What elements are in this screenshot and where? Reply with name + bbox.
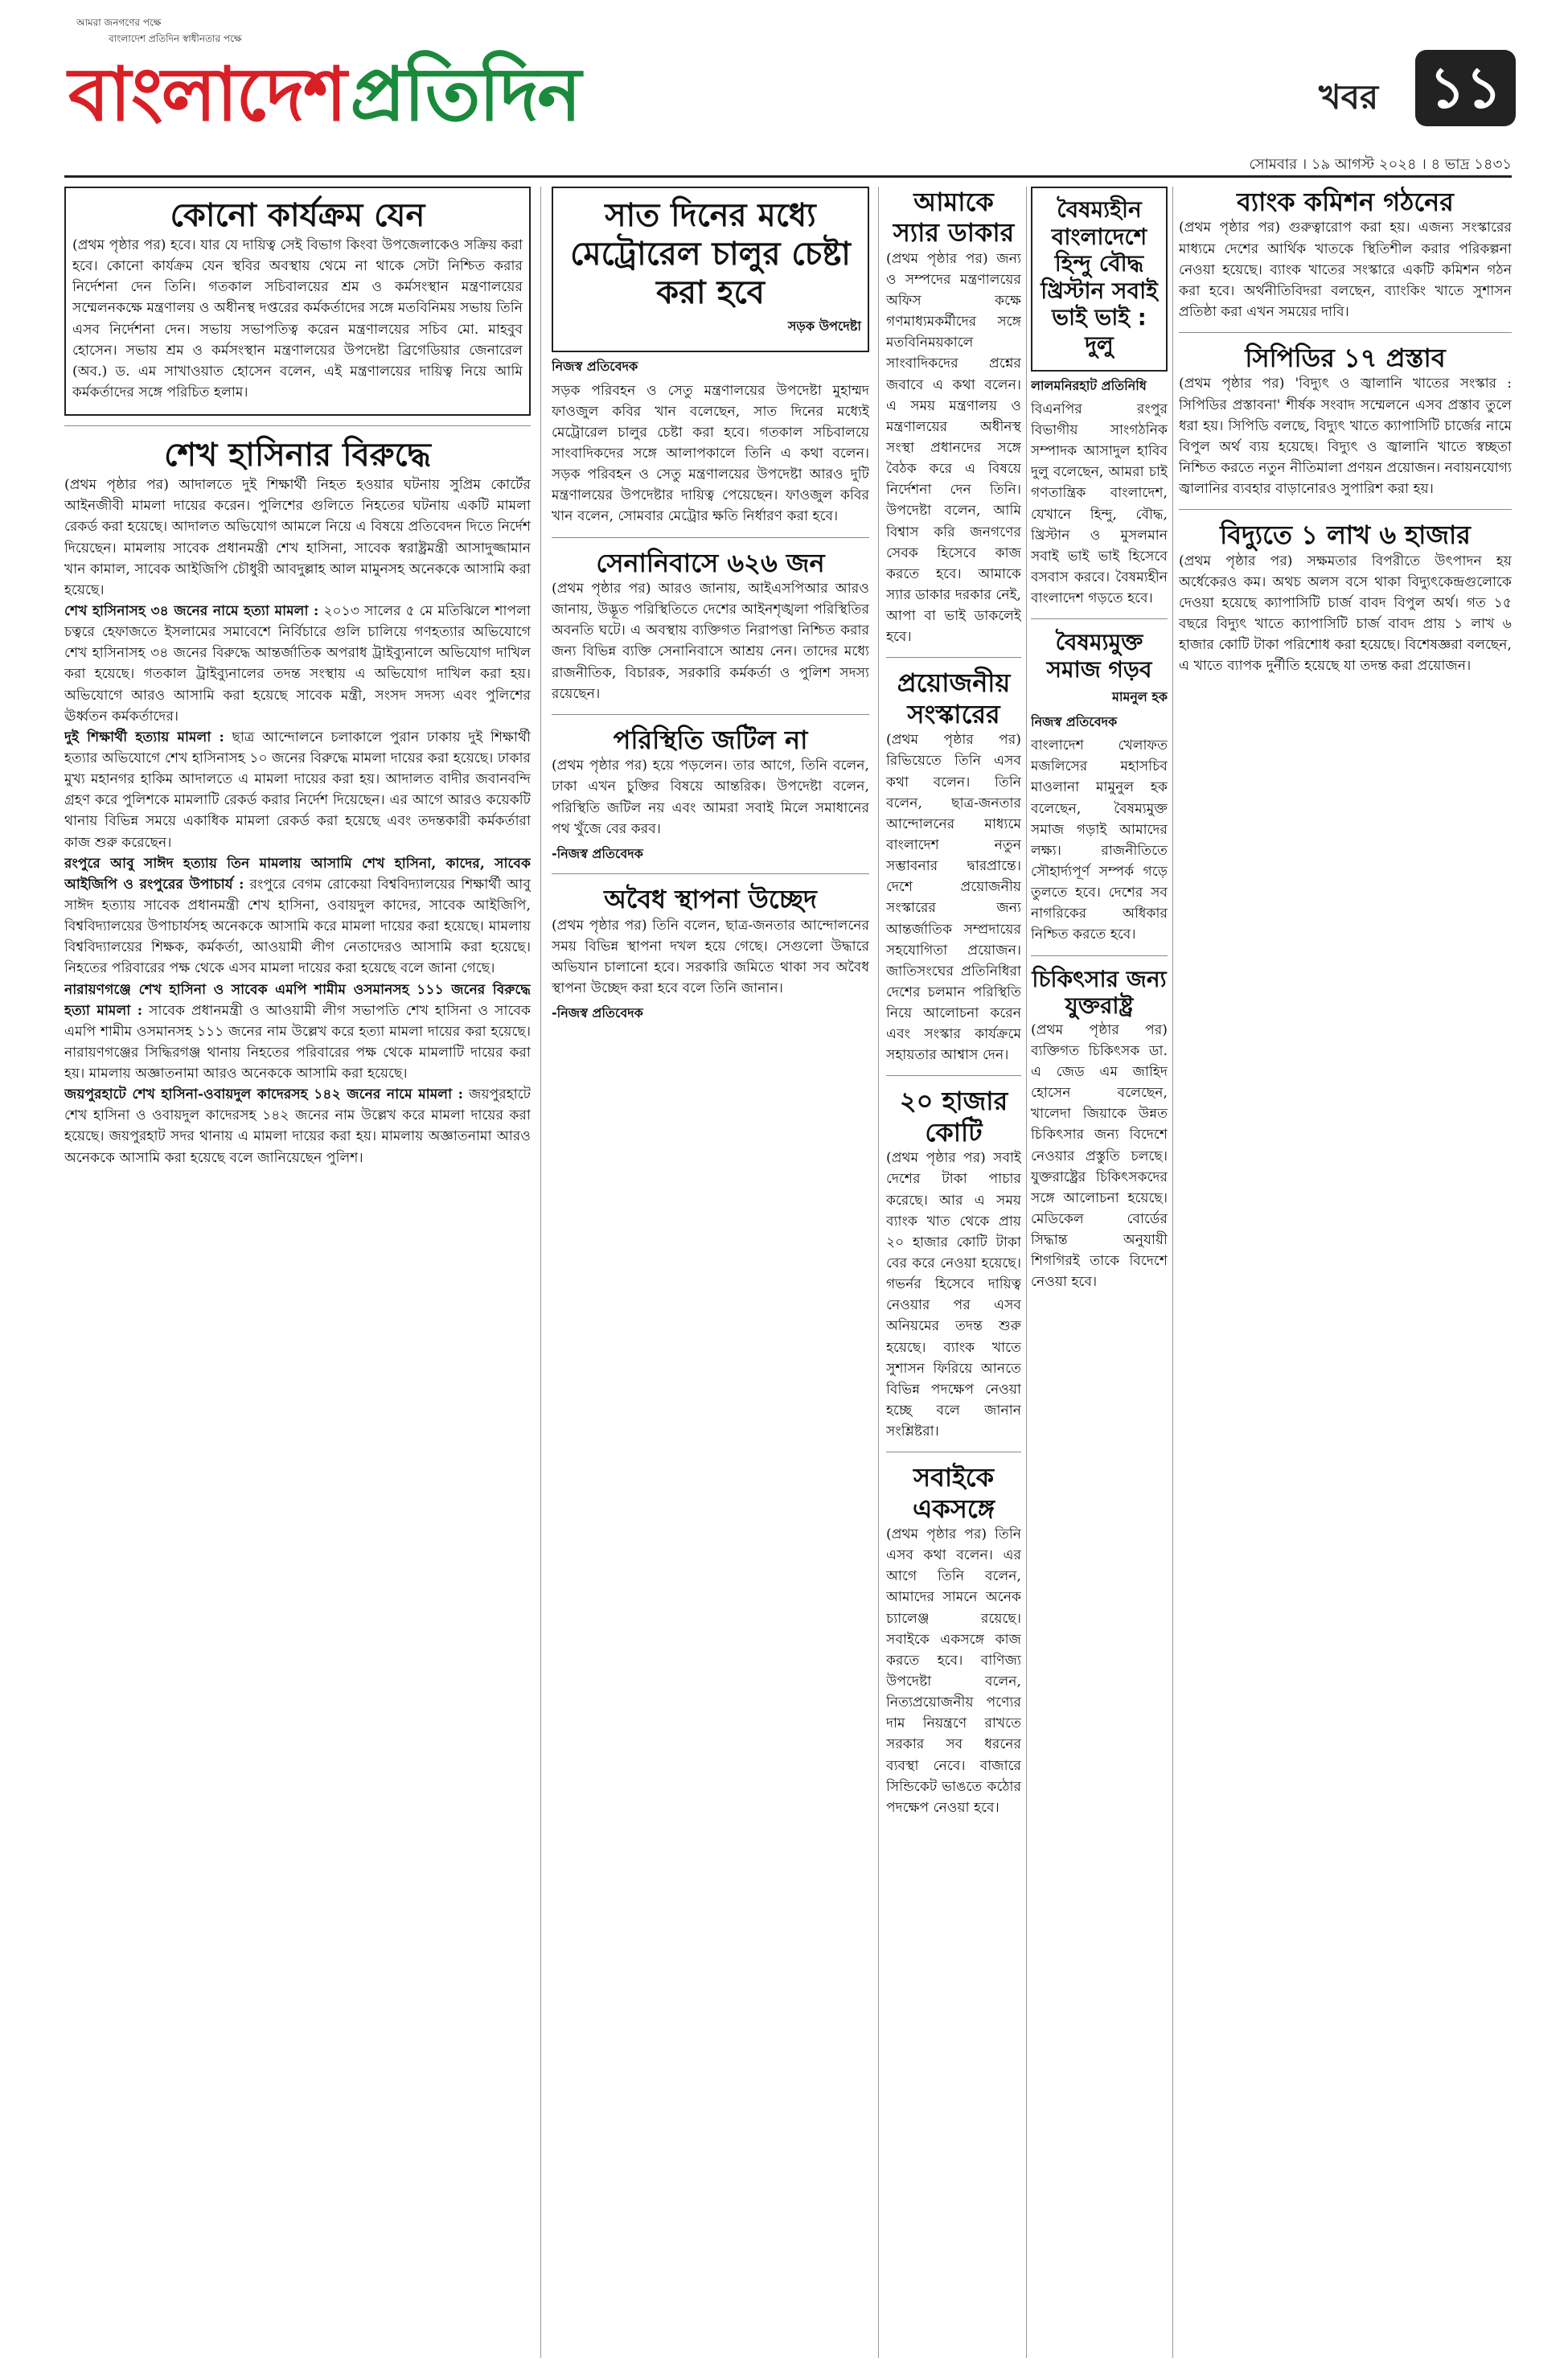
article-body: (প্রথম পৃষ্ঠার পর) ব্যক্তিগত চিকিৎসক ডা. এ জেড এম জাহিদ হোসেন বলেছেন, খালেদা জিয়াকে উন্নত চিকিৎসার জন্য বিদেশে নেওয়ার প্রস্তুতি চলছে। যুক্তরাষ্ট্রের চিকিৎসকদের সঙ্গে আলোচনা হয়েছে। মেডিকেল বোর্ডের সিদ্ধান্ত অনুযায়ী শিগগিরই তাকে বিদেশে নেওয়া হবে। (1031, 1021, 1168, 1291)
article-headline[interactable]: বৈষম্যহীন বাংলাদেশে হিন্দু বৌদ্ধ খ্রিস্টান সবাই ভাই ভাই : দুলু (1041, 196, 1158, 358)
article-headline[interactable]: অবৈধ স্থাপনা উচ্ছেদ (604, 884, 817, 915)
article-body: (প্রথম পৃষ্ঠার পর) 'বিদ্যুৎ ও জ্বালানি খাতের সংস্কার : সিপিডির প্রস্তাবনা' শীর্ষক সংবাদ সম্মেলনে এসব প্রস্তাব তুলে ধরা হয়। সিপিডি বলছে, বিদ্যুৎ খাতে ক্যাপাসিটি চার্জের নামে বিপুল অর্থ ব্যয় হয়েছে। বিদ্যুৎ ও জ্বালানি খাতে স্বচ্ছতা নিশ্চিত করতে নতুন নীতিমালা প্রণয়ন প্রয়োজন। নবায়নযোগ্য জ্বালানির ব্যবহার বাড়ানোরও সুপারিশ করা হয়। (1179, 376, 1512, 498)
article-headline[interactable]: বিদ্যুতে ১ লাখ ৬ হাজার (1220, 520, 1471, 551)
article-headline[interactable]: ব্যাংক কমিশন গঠনের (1237, 187, 1454, 217)
divider (1179, 509, 1512, 510)
column-3 (886, 187, 1021, 2358)
divider (552, 873, 869, 874)
page-number-badge: ১১ (1415, 50, 1516, 126)
article-subtitle: মামনুল হক (1111, 689, 1168, 705)
divider (1031, 618, 1168, 619)
section-name: খবর (1319, 77, 1379, 117)
article-body: (প্রথম পৃষ্ঠার পর) হবে। যার যে দায়িত্ব সেই বিভাগ কিংবা উপজেলাকেও সক্রিয় করা হবে। কোনো কার্যক্রম যেন স্থবির অবস্থায় থেমে না থাকে সেটা নিশ্চিত করার নির্দেশনা দেন তিনি। গতকাল সচিবালয়ের শ্রম ও কর্মসংস্থান মন্ত্রণালয়ের সম্মেলনকক্ষে মন্ত্রণালয় ও অধীনস্থ দপ্তরের কর্মকর্তাদের সঙ্গে মতবিনিময় সভায় তিনি এসব নির্দেশনা দেন। সভায় সভাপতিত্ব করেন মন্ত্রণালয়ের সচিব মো. মাহবুব হোসেন। সভায় শ্রম ও কর্মসংস্থান মন্ত্রণালয়ের উপদেষ্টা ব্রিগেডিয়ার জেনারেল (অব.) ড. এম সাখাওয়াত হোসেন বলেন, এই মন্ত্রণালয়ের দায়িত্ব নিয়ে আমি কর্মকর্তাদের সঙ্গে পরিচিত হলাম। (72, 237, 523, 400)
column-2 (552, 187, 869, 2358)
article-body: (প্রথম পৃষ্ঠার পর) জন্য ও সম্পদের মন্ত্রণালয়ের অফিস কক্ষে গণমাধ্যমকর্মীদের সঙ্গে মতবিনিময়কালে সাংবাদিকদের প্রশ্নের জবাবে এ কথা বলেন। এ সময় মন্ত্রণালয় ও মন্ত্রণালয়ের অধীনস্থ সংস্থা প্রধানদের সঙ্গে বৈঠক করে এ বিষয়ে নির্দেশনা দেন তিনি। উপদেষ্টা বলেন, আমি বিশ্বাস করি জনগণের সেবক হিসেবে কাজ করতে হবে। আমাকে স্যার ডাকার দরকার নেই, আপা বা ভাই ডাকলেই হবে। (886, 250, 1021, 646)
masthead-tagline-top: আমরা জনগণের পক্ষে (76, 17, 162, 28)
logo-part2: প্রতিদিন (350, 51, 581, 138)
masthead-rule (64, 175, 1512, 178)
article-body: (প্রথম পৃষ্ঠার পর) আরও জানায়, আইএসপিআর আরও জানায়, উদ্ভূত পরিস্থিতিতে দেশের আইনশৃঙ্খলা পরিস্থিতির অবনতি ঘটে। এ অবস্থায় ব্যক্তিগত নিরাপত্তা নিশ্চিত করার জন্য বিভিন্ন ব্যক্তি সেনানিবাসে আশ্রয় নেন। তাদের মধ্যে রাজনীতিক, বিচারক, সরকারি কর্মকর্তা ও পুলিশ সদস্য রয়েছেন। (552, 581, 869, 702)
article-paragraph (64, 1084, 531, 1169)
article-body: বাংলাদেশ খেলাফত মজলিসের মহাসচিব মাওলানা মামুনুল হক বলেছেন, বৈষম্যমুক্ত সমাজ গড়াই আমাদের লক্ষ্য। রাজনীতিতে সৌহার্দ্যপূর্ণ সম্পর্ক গড়ে তুলতে হবে। দেশের সব নাগরিকের অধিকার নিশ্চিত করতে হবে। (1031, 737, 1168, 943)
article-body: (প্রথম পৃষ্ঠার পর) তিনি এসব কথা বলেন। এর আগে তিনি বলেন, আমাদের সামনে অনেক চ্যালেঞ্জ রয়েছে। সবাইকে একসঙ্গে কাজ করতে হবে। বাণিজ্য উপদেষ্টা বলেন, নিত্যপ্রয়োজনীয় পণ্যের দাম নিয়ন্ত্রণে রাখতে সরকার সব ধরনের ব্যবস্থা নেবে। বাজারে সিন্ডিকেট ভাঙতে কঠোর পদক্ষেপ নেওয়া হবে। (886, 1526, 1021, 1816)
masthead-tagline-bottom: বাংলাদেশ প্রতিদিন স্বাধীনতার পক্ষে (109, 33, 242, 44)
paragraph-text: সাবেক প্রধানমন্ত্রী ও আওয়ামী লীগ সভাপতি শেখ হাসিনা ও সাবেক এমপি শামীম ওসমানসহ ১১১ জনের নাম উল্লেখ করে হত্যা মামলা দায়ের করা হয়েছে। নারায়ণগঞ্জের সিদ্ধিরগঞ্জ থানায় নিহতের পরিবারের পক্ষ থেকে মামলাটি দায়ের করা হয়। মামলায় অজ্ঞাতনামা আরও অনেককে আসামি করা হয়েছে। (64, 1002, 531, 1082)
paragraph-text: ছাত্র আন্দোলনে চলাকালে পুরান ঢাকায় দুই শিক্ষার্থী হত্যার অভিযোগে শেখ হাসিনাসহ ১০ জনের বিরুদ্ধে মামলা দায়ের করা হয়েছে। ঢাকার মুখ্য মহানগর হাকিম আদালতে এ মামলা দায়ের করা হয়। আদালত বাদীর জবানবন্দি গ্রহণ করে পুলিশকে মামলাটি রেকর্ড করার নির্দেশ দিয়েছেন। এর আগে আরও কয়েকটি থানায় বিভিন্ন সময়ে একাধিক মামলা রেকর্ড করা হয়েছে এবং তদন্তকারী কর্মকর্তারা কাজ শুরু করেছেন। (64, 729, 531, 851)
column-4 (1031, 187, 1168, 2358)
article-byline: নিজস্ব প্রতিবেদক (552, 359, 638, 375)
article-headline[interactable]: সিপিডির ১৭ প্রস্তাব (1245, 343, 1446, 374)
article-headline[interactable]: সেনানিবাসে ৬২৬ জন (596, 547, 825, 578)
logo-part1: বাংলাদেশ (68, 51, 346, 138)
divider (552, 714, 869, 715)
paragraph-lead: রংপুরে আবু সাঈদ হত্যায় তিন মামলায় আসামি শেখ হাসিনা, কাদের, সাবেক আইজিপি ও রংপুরের উপাচার্য : (64, 855, 531, 893)
column-divider (878, 187, 879, 2358)
article-body: সড়ক পরিবহন ও সেতু মন্ত্রণালয়ের উপদেষ্টা মুহাম্মদ ফাওজুল কবির খান বলেছেন, সাত দিনের মধ্যেই মেট্রোরেল চালুর চেষ্টা করা হবে। গতকাল সচিবালয়ে সাংবাদিকদের সঙ্গে আলাপকালে তিনি এ কথা বলেন। সড়ক পরিবহন ও সেতু মন্ত্রণালয়ের উপদেষ্টা আরও দুটি মন্ত্রণালয়ের উপদেষ্টার দায়িত্ব পেয়েছেন। ফাওজুল কবির খান বলেন, সোমবার মেট্রোর ক্ষতি নির্ধারণ করা হবে। (552, 382, 869, 525)
paragraph-lead: দুই শিক্ষার্থী হত্যায় মামলা : (64, 729, 224, 745)
article-byline: নিজস্ব প্রতিবেদক (1031, 713, 1118, 729)
article-body: (প্রথম পৃষ্ঠার পর) হয়ে পড়লেন। তার আগে, তিনি বলেন, ঢাকা এখন চুক্তির বিষয়ে আন্তরিক। উপদেষ্টা বলেন, পরিস্থিতি জটিল নয় এবং আমরা সবাই মিলে সমাধানের পথ খুঁজে বের করব। (552, 758, 869, 837)
article-body: (প্রথম পৃষ্ঠার পর) আদালতে দুই শিক্ষার্থী নিহত হওয়ার ঘটনায় সুপ্রিম কোর্টের আইনজীবী মামলা দায়ের করেন। পুলিশের গুলিতে নিহতের ঘটনায় একটি মামলা রেকর্ড করা হয়েছে। আদালত অভিযোগ আমলে নিয়ে এ বিষয়ে প্রতিবেদন দিতে নির্দেশ দিয়েছেন। মামলায় সাবেক প্রধানমন্ত্রী শেখ হাসিনা, সাবেক স্বরাষ্ট্রমন্ত্রী আসাদুজ্জামান খান কামাল, সাবেক আইজিপি চৌধুরী আবদুল্লাহ আল মামুনসহ অনেককে আসামি করা হয়েছে। (64, 477, 531, 598)
newspaper-logo[interactable] (68, 47, 580, 151)
paragraph-text: রংপুরে বেগম রোকেয়া বিশ্ববিদ্যালয়ের শিক্ষার্থী আবু সাঈদ হত্যায় সাবেক প্রধানমন্ত্রী শেখ হাসিনা, ওবায়দুল কাদের, সাবেক আইজিপি, বিশ্ববিদ্যালয়ের উপাচার্যসহ অনেককে আসামি করে মামলা দায়ের করা হয়েছে। মামলায় বিশ্ববিদ্যালয়ের শিক্ষক, কর্মকর্তা, আওয়ামী লীগ নেতাদেরও আসামি করা হয়েছে। নিহতের পরিবারের পক্ষ থেকে এসব মামলা দায়ের করা হয়েছে বলে জানা গেছে। (64, 876, 531, 977)
article-box-metro (552, 187, 869, 352)
paragraph-lead: জয়পুরহাটে শেখ হাসিনা-ওবায়দুল কাদেরসহ ১৪২ জনের নামে মামলা : (64, 1086, 463, 1103)
article-headline[interactable]: ২০ হাজার কোটি (899, 1086, 1008, 1148)
article-byline: -নিজস্ব প্রতিবেদক (552, 845, 643, 861)
article-headline[interactable]: সাত দিনের মধ্যে মেট্রোরেল চালুর চেষ্টা করা হবে (570, 197, 851, 311)
article-body: বিএনপির রংপুর বিভাগীয় সাংগঠনিক সম্পাদক আসাদুল হাবিব দুলু বলেছেন, আমরা চাই গণতান্ত্রিক বাংলাদেশ, যেখানে হিন্দু, বৌদ্ধ, খ্রিস্টান ও মুসলমান সবাই ভাই ভাই হিসেবে বসবাস করবে। বৈষম্যহীন বাংলাদেশ গড়তে হবে। (1031, 400, 1168, 607)
column-5-inner (1179, 187, 1512, 2358)
article-headline[interactable]: সবাইকে একসঙ্গে (913, 1462, 995, 1524)
article-headline[interactable]: প্রয়োজনীয় সংস্কারের (897, 667, 1011, 729)
article-headline[interactable]: পরিস্থিতি জটিল না (613, 724, 808, 755)
paragraph-text: ২০১৩ সালের ৫ মে মতিঝিলে শাপলা চত্বরে হেফাজতে ইসলামের সমাবেশে নির্বিচারে গুলি চালিয়ে গণহত্যার অভিযোগে শেখ হাসিনাসহ ৩৪ জনের বিরুদ্ধে আন্তর্জাতিক অপরাধ ট্রাইব্যুনালে অভিযোগ দাখিল করা হয়েছে। গতকাল ট্রাইব্যুনালের তদন্ত সংস্থায় এ অভিযোগ দাখিল করা হয়। অভিযোগে আরও আসামি করা হয়েছে সাবেক মন্ত্রী, সংসদ সদস্য এবং পুলিশের ঊর্ধ্বতন কর্মকর্তাদের। (64, 602, 531, 725)
article-byline: লালমনিরহাট প্রতিনিধি (1031, 377, 1147, 393)
divider (886, 657, 1021, 658)
article-headline[interactable]: শেখ হাসিনার বিরুদ্ধে (164, 437, 431, 474)
paragraph-lead: শেখ হাসিনাসহ ৩৪ জনের নামে হত্যা মামলা : (64, 602, 319, 619)
article-body: (প্রথম পৃষ্ঠার পর) গুরুত্বারোপ করা হয়। এজন্য সংস্কারের মাধ্যমে দেশের আর্থিক খাতকে স্থিতিশীল করার পরিকল্পনা নেওয়া হয়েছে। ব্যাংক খাতের সংস্কারে একটি কমিশন গঠন করা হবে। অর্থনীতিবিদরা বলছেন, ব্যাংকিং খাতে সুশাসন প্রতিষ্ঠা করা এখন সময়ের দাবি। (1179, 220, 1512, 320)
article-subtitle: সড়ক উপদেষ্টা (787, 318, 861, 334)
article-body: (প্রথম পৃষ্ঠার পর) সক্ষমতার বিপরীতে উৎপাদন হয় অর্ধেকেরও কম। অথচ অলস বসে থাকা বিদ্যুৎকেন্দ্রগুলোকে দেওয়া হয়েছে ক্যাপাসিটি চার্জ বাবদ বিপুল অর্থ। গত ১৫ বছরে বিদ্যুৎ খাতে ক্যাপাসিটি চার্জ বাবদ প্রায় ১ লাখ ৬ হাজার কোটি টাকা পরিশোধ করা হয়েছে। বিশেষজ্ঞরা বলছেন, এ খাতে ব্যাপক দুর্নীতি হয়েছে যা তদন্ত করা প্রয়োজন। (1179, 552, 1512, 675)
article-body: (প্রথম পৃষ্ঠার পর) রিভিয়েতে তিনি এসব কথা বলেন। তিনি বলেন, ছাত্র-জনতার আন্দোলনের মাধ্যমে বাংলাদেশ নতুন সম্ভাবনার দ্বারপ্রান্তে। দেশে প্রয়োজনীয় সংস্কারের জন্য আন্তর্জাতিক সম্প্রদায়ের সহযোগিতা প্রয়োজন। জাতিসংঘের প্রতিনিধিরা দেশের চলমান পরিস্থিতি নিয়ে আলোচনা করেন এবং সংস্কার কার্যক্রমে সহায়তার আশ্বাস দেন। (886, 732, 1021, 1064)
paragraph-lead: নারায়ণগঞ্জে শেখ হাসিনা ও সাবেক এমপি শামীম ওসমানসহ ১১১ জনের বিরুদ্ধে হত্যা মামলা : (64, 981, 531, 1019)
article-body: (প্রথম পৃষ্ঠার পর) সবাই দেশের টাকা পাচার করেছে। আর এ সময় ব্যাংক খাত থেকে প্রায় ২০ হাজার কোটি টাকা বের করে নেওয়া হয়েছে। গভর্নর হিসেবে দায়িত্ব নেওয়ার পর এসব অনিয়মের তদন্ত শুরু হয়েছে। ব্যাংক খাতে সুশাসন ফিরিয়ে আনতে বিভিন্ন পদক্ষেপ নেওয়া হচ্ছে বলে জানান সংশ্লিষ্টরা। (886, 1150, 1021, 1440)
column-divider (1172, 187, 1173, 2358)
divider (552, 537, 869, 538)
article-paragraph (64, 727, 531, 853)
article-byline: -নিজস্ব প্রতিবেদক (552, 1005, 643, 1021)
paragraph-text: জয়পুরহাটে শেখ হাসিনা ও ওবায়দুল কাদেরসহ ১৪২ জনের নাম উল্লেখ করে মামলা দায়ের করা হয়েছে। জয়পুরহাট সদর থানায় এ মামলা দায়ের করা হয়। মামলায় অজ্ঞাতনামা আরও অনেককে আসামি করা হয়েছে বলে জানিয়েছেন পুলিশ। (64, 1086, 531, 1166)
article-headline[interactable]: কোনো কার্যক্রম যেন (170, 197, 425, 234)
masthead (0, 0, 1568, 153)
dateline: সোমবার । ১৯ আগস্ট ২০২৪ । ৪ ভাদ্র ১৪৩১ (1249, 156, 1512, 173)
column-5 (1179, 187, 1512, 2358)
article-paragraph (64, 980, 531, 1085)
article-paragraph (64, 853, 531, 980)
column-divider (540, 187, 541, 2358)
article-headline[interactable]: বৈষম্যমুক্ত সমাজ গড়ব (1046, 629, 1152, 683)
article-headline[interactable]: আমাকে স্যার ডাকার (893, 187, 1015, 248)
article-box-1 (64, 187, 531, 416)
article-box-dulu (1031, 187, 1168, 372)
article-headline[interactable]: চিকিৎসার জন্য যুক্তরাষ্ট্র (1032, 965, 1167, 1020)
divider (64, 425, 531, 426)
article-body: (প্রথম পৃষ্ঠার পর) তিনি বলেন, ছাত্র-জনতার আন্দোলনের সময় বিভিন্ন স্থাপনা দখল হয়ে গেছে। সেগুলো উদ্ধারে অভিযান চালানো হবে। সরকারি জমিতে থাকা সব অবৈধ স্থাপনা উচ্ছেদ করা হবে বলে তিনি জানান। (552, 917, 869, 996)
divider (886, 1075, 1021, 1076)
divider (1179, 332, 1512, 333)
divider (1031, 955, 1168, 956)
column-divider (1026, 187, 1027, 2358)
article-paragraph (64, 601, 531, 727)
column-1 (64, 187, 531, 2358)
